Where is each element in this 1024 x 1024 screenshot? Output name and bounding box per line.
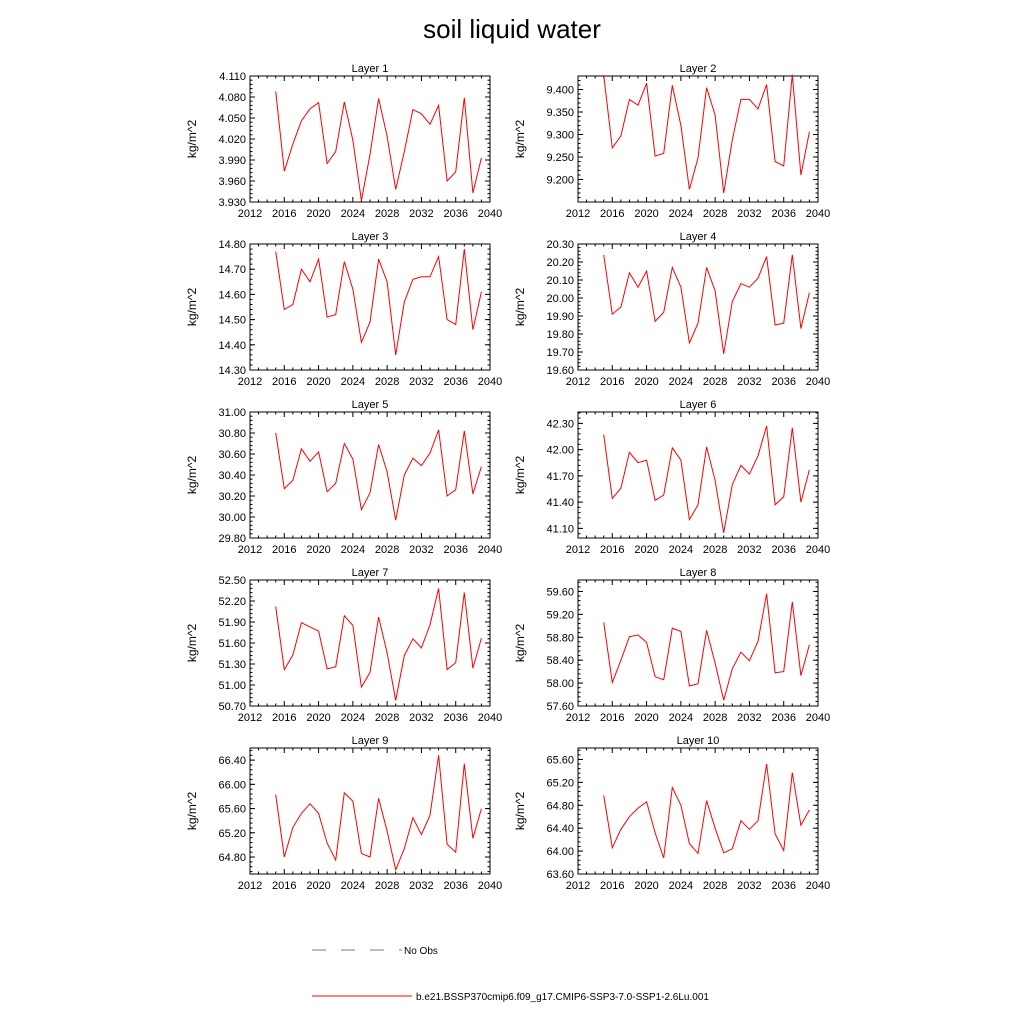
x-tick-label: 2036 <box>771 376 796 388</box>
x-tick-label: 2016 <box>272 544 297 556</box>
x-tick-label: 2024 <box>668 376 694 388</box>
x-tick-label: 2040 <box>805 880 831 892</box>
y-tick-label: 29.80 <box>218 533 246 545</box>
y-tick-label: 20.30 <box>546 239 574 251</box>
y-tick-label: 65.20 <box>218 827 246 840</box>
x-tick-label: 2012 <box>565 208 591 220</box>
panel-title: Layer 9 <box>351 735 389 747</box>
y-tick-label: 4.080 <box>218 92 246 104</box>
x-tick-label: 2032 <box>409 544 434 556</box>
plot-frame <box>250 244 490 370</box>
y-axis-label: kg/m^2 <box>513 791 527 831</box>
x-tick-label: 2016 <box>272 880 297 892</box>
y-tick-label: 50.70 <box>218 701 246 713</box>
y-tick-label: 9.400 <box>546 84 574 97</box>
x-tick-label: 2028 <box>374 880 400 892</box>
y-tick-label: 42.30 <box>546 418 574 431</box>
x-tick-label: 2024 <box>668 712 694 724</box>
x-tick-label: 2020 <box>634 712 659 724</box>
plot-frame <box>250 76 490 202</box>
y-tick-label: 30.80 <box>218 428 246 440</box>
x-tick-label: 2012 <box>237 880 263 892</box>
panel-5 <box>185 399 502 556</box>
x-tick-label: 2024 <box>340 376 366 388</box>
x-tick-label: 2036 <box>443 376 468 388</box>
x-tick-label: 2020 <box>306 712 331 724</box>
y-tick-label: 51.60 <box>218 638 246 650</box>
y-axis-label: kg/m^2 <box>185 623 199 663</box>
x-tick-label: 2040 <box>477 880 503 892</box>
x-tick-label: 2016 <box>600 376 625 388</box>
x-tick-label: 2040 <box>477 376 503 388</box>
y-tick-label: 14.60 <box>218 289 246 302</box>
x-tick-label: 2020 <box>306 880 331 892</box>
x-tick-label: 2024 <box>340 880 366 892</box>
y-tick-label: 19.70 <box>546 347 574 359</box>
x-tick-label: 2032 <box>737 712 762 724</box>
x-tick-label: 2016 <box>600 712 625 724</box>
x-tick-label: 2040 <box>477 712 503 724</box>
y-tick-label: 66.40 <box>218 755 246 768</box>
x-tick-label: 2028 <box>374 544 400 556</box>
y-tick-label: 19.80 <box>546 329 574 341</box>
series-line <box>276 588 482 700</box>
x-tick-label: 2032 <box>737 880 762 892</box>
x-tick-label: 2040 <box>477 544 503 556</box>
plot-frame <box>578 748 818 874</box>
x-tick-label: 2016 <box>272 208 297 220</box>
legend <box>312 946 709 1003</box>
x-tick-label: 2032 <box>409 376 434 388</box>
legend-obs-label: No Obs <box>404 946 438 957</box>
x-tick-label: 2024 <box>340 544 366 556</box>
x-tick-label: 2020 <box>306 208 331 220</box>
series-line <box>276 755 482 870</box>
y-tick-label: 31.00 <box>218 407 246 419</box>
y-tick-label: 14.80 <box>218 239 246 251</box>
y-tick-label: 9.300 <box>546 129 574 142</box>
x-tick-label: 2036 <box>443 712 468 724</box>
panel-4 <box>513 231 830 388</box>
x-tick-label: 2016 <box>600 544 625 556</box>
y-tick-label: 64.40 <box>546 823 574 836</box>
series-line <box>604 764 810 858</box>
x-tick-label: 2024 <box>668 880 694 892</box>
x-tick-label: 2036 <box>443 208 468 220</box>
y-axis-label: kg/m^2 <box>513 455 527 495</box>
panel-title: Layer 10 <box>676 735 720 747</box>
panel-10 <box>513 735 830 892</box>
panel-title: Layer 4 <box>679 231 717 243</box>
y-tick-label: 9.350 <box>546 107 574 119</box>
y-tick-label: 41.40 <box>546 497 574 510</box>
y-tick-label: 3.990 <box>218 155 246 167</box>
panel-title: Layer 6 <box>679 399 717 411</box>
y-axis-label: kg/m^2 <box>185 791 199 831</box>
x-tick-label: 2028 <box>702 544 728 556</box>
y-tick-label: 9.200 <box>546 174 574 187</box>
y-tick-label: 19.90 <box>546 311 574 323</box>
y-tick-label: 20.10 <box>546 275 574 287</box>
x-tick-label: 2032 <box>737 208 762 220</box>
panel-1 <box>185 63 502 220</box>
panel-title: Layer 1 <box>351 63 389 75</box>
figure-title: soil liquid water <box>423 14 601 44</box>
y-tick-label: 3.960 <box>218 176 246 188</box>
x-tick-label: 2020 <box>306 544 331 556</box>
x-tick-label: 2024 <box>668 208 694 220</box>
y-tick-label: 41.10 <box>546 523 574 536</box>
x-tick-label: 2028 <box>374 376 400 388</box>
x-tick-label: 2032 <box>409 208 434 220</box>
y-tick-label: 41.70 <box>546 470 574 483</box>
x-tick-label: 2016 <box>272 376 297 388</box>
y-tick-label: 66.00 <box>218 779 246 792</box>
series-line <box>276 91 482 200</box>
y-tick-label: 51.00 <box>218 680 246 692</box>
y-tick-label: 64.80 <box>546 800 574 813</box>
x-tick-label: 2012 <box>565 880 591 892</box>
panel-title: Layer 3 <box>351 231 389 243</box>
y-tick-label: 65.20 <box>546 777 574 790</box>
x-tick-label: 2028 <box>702 880 728 892</box>
y-tick-label: 30.20 <box>218 491 246 503</box>
x-tick-label: 2036 <box>771 712 796 724</box>
y-tick-label: 57.60 <box>546 701 574 713</box>
y-tick-label: 3.930 <box>218 197 246 209</box>
x-tick-label: 2024 <box>340 712 366 724</box>
y-axis-label: kg/m^2 <box>185 455 199 495</box>
y-axis-label: kg/m^2 <box>513 119 527 159</box>
x-tick-label: 2020 <box>634 376 659 388</box>
y-tick-label: 4.050 <box>218 113 246 125</box>
x-tick-label: 2028 <box>702 712 728 724</box>
y-tick-label: 65.60 <box>546 754 574 767</box>
y-tick-label: 51.90 <box>218 617 246 629</box>
plot-frame <box>578 412 818 538</box>
x-tick-label: 2024 <box>340 208 366 220</box>
x-tick-label: 2032 <box>737 376 762 388</box>
panel-3 <box>185 231 502 388</box>
y-tick-label: 64.00 <box>546 846 574 859</box>
x-tick-label: 2020 <box>306 376 331 388</box>
y-tick-label: 59.20 <box>546 609 574 622</box>
panel-9 <box>185 735 502 892</box>
x-tick-label: 2012 <box>237 712 263 724</box>
y-tick-label: 30.00 <box>218 512 246 524</box>
y-axis-label: kg/m^2 <box>513 623 527 663</box>
x-tick-label: 2020 <box>634 880 659 892</box>
x-tick-label: 2040 <box>477 208 503 220</box>
series-line <box>604 255 810 354</box>
panel-2 <box>513 63 830 220</box>
y-tick-label: 14.30 <box>218 365 246 377</box>
panel-title: Layer 5 <box>351 399 389 411</box>
panel-title: Layer 7 <box>351 567 389 579</box>
y-axis-label: kg/m^2 <box>185 119 199 159</box>
x-tick-label: 2036 <box>771 208 796 220</box>
x-tick-label: 2036 <box>771 544 796 556</box>
y-tick-label: 14.40 <box>218 339 246 352</box>
y-tick-label: 52.50 <box>218 575 246 587</box>
x-tick-label: 2028 <box>702 376 728 388</box>
series-line <box>604 75 810 193</box>
y-tick-label: 20.20 <box>546 257 574 269</box>
y-tick-label: 4.020 <box>218 134 246 146</box>
x-tick-label: 2028 <box>374 208 400 220</box>
y-tick-label: 14.70 <box>218 264 246 277</box>
x-tick-label: 2032 <box>409 880 434 892</box>
plot-frame <box>250 580 490 706</box>
x-tick-label: 2012 <box>237 544 263 556</box>
y-axis-label: kg/m^2 <box>185 287 199 327</box>
panels-group <box>185 63 830 892</box>
x-tick-label: 2040 <box>805 376 831 388</box>
plot-frame <box>578 76 818 202</box>
series-line <box>604 426 810 533</box>
series-line <box>604 594 810 701</box>
x-tick-label: 2036 <box>443 544 468 556</box>
panel-title: Layer 2 <box>679 63 717 75</box>
y-tick-label: 63.60 <box>546 869 574 881</box>
panel-title: Layer 8 <box>679 567 717 579</box>
series-line <box>276 249 482 355</box>
x-tick-label: 2036 <box>771 880 796 892</box>
x-tick-label: 2012 <box>237 208 263 220</box>
x-tick-label: 2012 <box>237 376 263 388</box>
x-tick-label: 2020 <box>634 208 659 220</box>
x-tick-label: 2016 <box>272 712 297 724</box>
panel-8 <box>513 567 830 724</box>
panel-7 <box>185 567 502 724</box>
y-tick-label: 42.00 <box>546 444 574 457</box>
x-tick-label: 2028 <box>702 208 728 220</box>
x-tick-label: 2032 <box>737 544 762 556</box>
plot-frame <box>578 580 818 706</box>
y-tick-label: 59.60 <box>546 586 574 599</box>
plot-frame <box>250 412 490 538</box>
y-tick-label: 20.00 <box>546 293 574 305</box>
x-tick-label: 2012 <box>565 712 591 724</box>
plot-frame <box>578 244 818 370</box>
y-tick-label: 58.80 <box>546 632 574 645</box>
x-tick-label: 2012 <box>565 544 591 556</box>
x-tick-label: 2032 <box>409 712 434 724</box>
panel-6 <box>513 399 830 556</box>
x-tick-label: 2016 <box>600 880 625 892</box>
x-tick-label: 2040 <box>805 544 831 556</box>
y-tick-label: 19.60 <box>546 365 574 377</box>
y-tick-label: 9.250 <box>546 152 574 164</box>
y-tick-label: 30.60 <box>218 449 246 461</box>
x-tick-label: 2040 <box>805 712 831 724</box>
y-tick-label: 4.110 <box>219 71 246 83</box>
x-tick-label: 2012 <box>565 376 591 388</box>
legend-model-label: b.e21.BSSP370cmip6.f09_g17.CMIP6-SSP3-7.0-SSP1-2.6Lu.001 <box>416 992 709 1003</box>
x-tick-label: 2040 <box>805 208 831 220</box>
x-tick-label: 2036 <box>443 880 468 892</box>
y-tick-label: 30.40 <box>218 470 246 482</box>
y-tick-label: 58.40 <box>546 655 574 668</box>
y-axis-label: kg/m^2 <box>513 287 527 327</box>
y-tick-label: 64.80 <box>218 852 246 865</box>
y-tick-label: 14.50 <box>218 314 246 327</box>
x-tick-label: 2024 <box>668 544 694 556</box>
y-tick-label: 51.30 <box>218 659 246 671</box>
y-tick-label: 58.00 <box>546 678 574 691</box>
x-tick-label: 2020 <box>634 544 659 556</box>
x-tick-label: 2016 <box>600 208 625 220</box>
x-tick-label: 2028 <box>374 712 400 724</box>
y-tick-label: 65.60 <box>218 803 246 816</box>
y-tick-label: 52.20 <box>218 596 246 608</box>
series-line <box>276 430 482 520</box>
